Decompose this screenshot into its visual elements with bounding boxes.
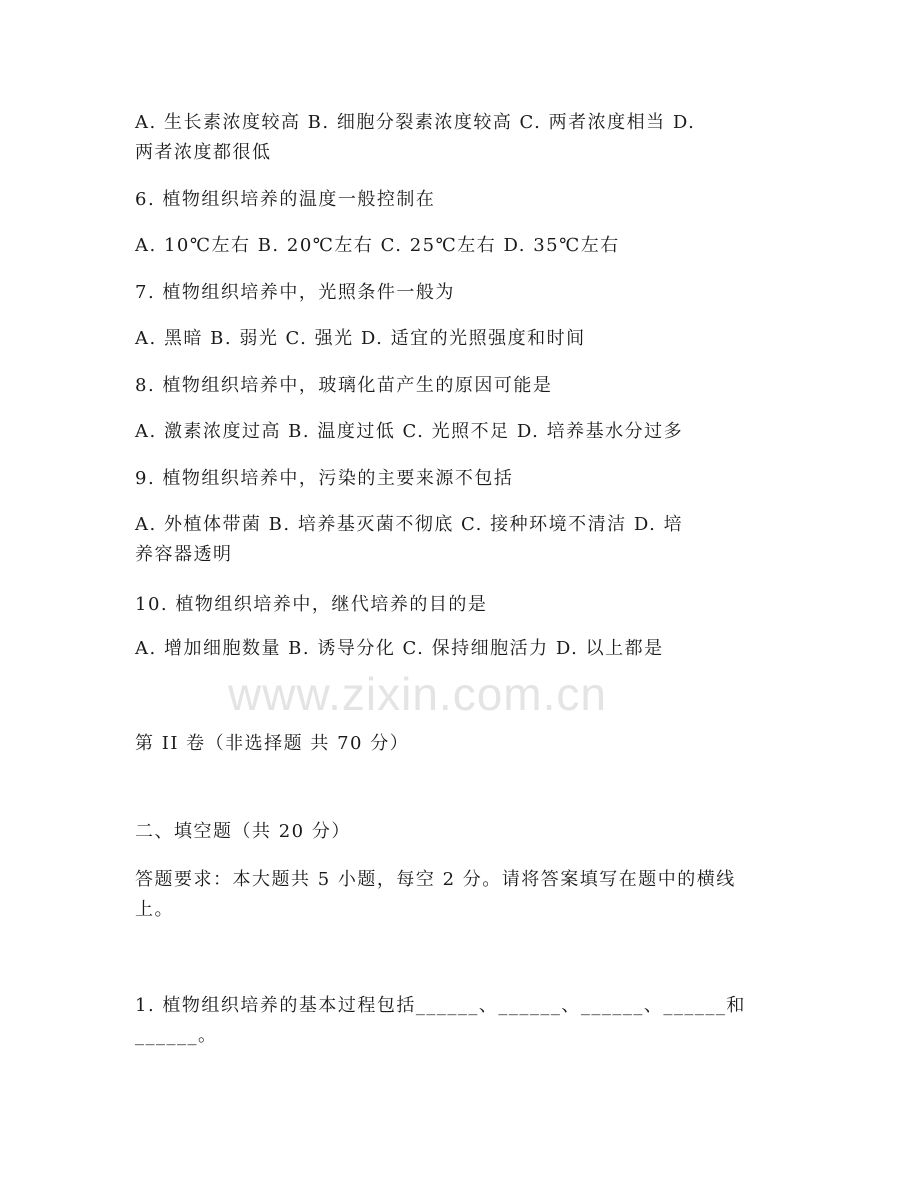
q7-options: A. 黑暗 B. 弱光 C. 强光 D. 适宜的光照强度和时间 <box>135 328 586 349</box>
q7-question: 7. 植物组织培养中，光照条件一般为 <box>135 282 455 303</box>
q5-options-line1: A. 生长素浓度较高 B. 细胞分裂素浓度较高 C. 两者浓度相当 D. <box>135 112 696 133</box>
watermark: www.zixin.com.cn <box>228 668 607 720</box>
q10-question: 10. 植物组织培养中，继代培养的目的是 <box>135 594 488 615</box>
q9-question: 9. 植物组织培养中，污染的主要来源不包括 <box>135 468 514 489</box>
fill-q1-line2: ______。 <box>135 1025 218 1046</box>
q10-options: A. 增加细胞数量 B. 诱导分化 C. 保持细胞活力 D. 以上都是 <box>135 638 664 659</box>
q6-options: A. 10℃左右 B. 20℃左右 C. 25℃左右 D. 35℃左右 <box>135 235 620 256</box>
section-fill-blank-heading: 二、填空题（共 20 分） <box>135 821 351 842</box>
part-ii-heading: 第 II 卷（非选择题 共 70 分） <box>135 733 410 754</box>
q9-options-line2: 养容器透明 <box>135 544 233 565</box>
instructions-line2: 上。 <box>135 899 174 920</box>
q8-question: 8. 植物组织培养中，玻璃化苗产生的原因可能是 <box>135 375 553 396</box>
instructions-line1: 答题要求：本大题共 5 小题，每空 2 分。请将答案填写在题中的横线 <box>135 869 736 890</box>
fill-q1-line1: 1. 植物组织培养的基本过程包括______、______、______、______和 <box>135 995 746 1016</box>
q9-options-line1: A. 外植体带菌 B. 培养基灭菌不彻底 C. 接种环境不清洁 D. 培 <box>135 514 684 535</box>
q5-options-line2: 两者浓度都很低 <box>135 142 272 163</box>
q6-question: 6. 植物组织培养的温度一般控制在 <box>135 189 436 210</box>
q8-options: A. 激素浓度过高 B. 温度过低 C. 光照不足 D. 培养基水分过多 <box>135 421 684 442</box>
